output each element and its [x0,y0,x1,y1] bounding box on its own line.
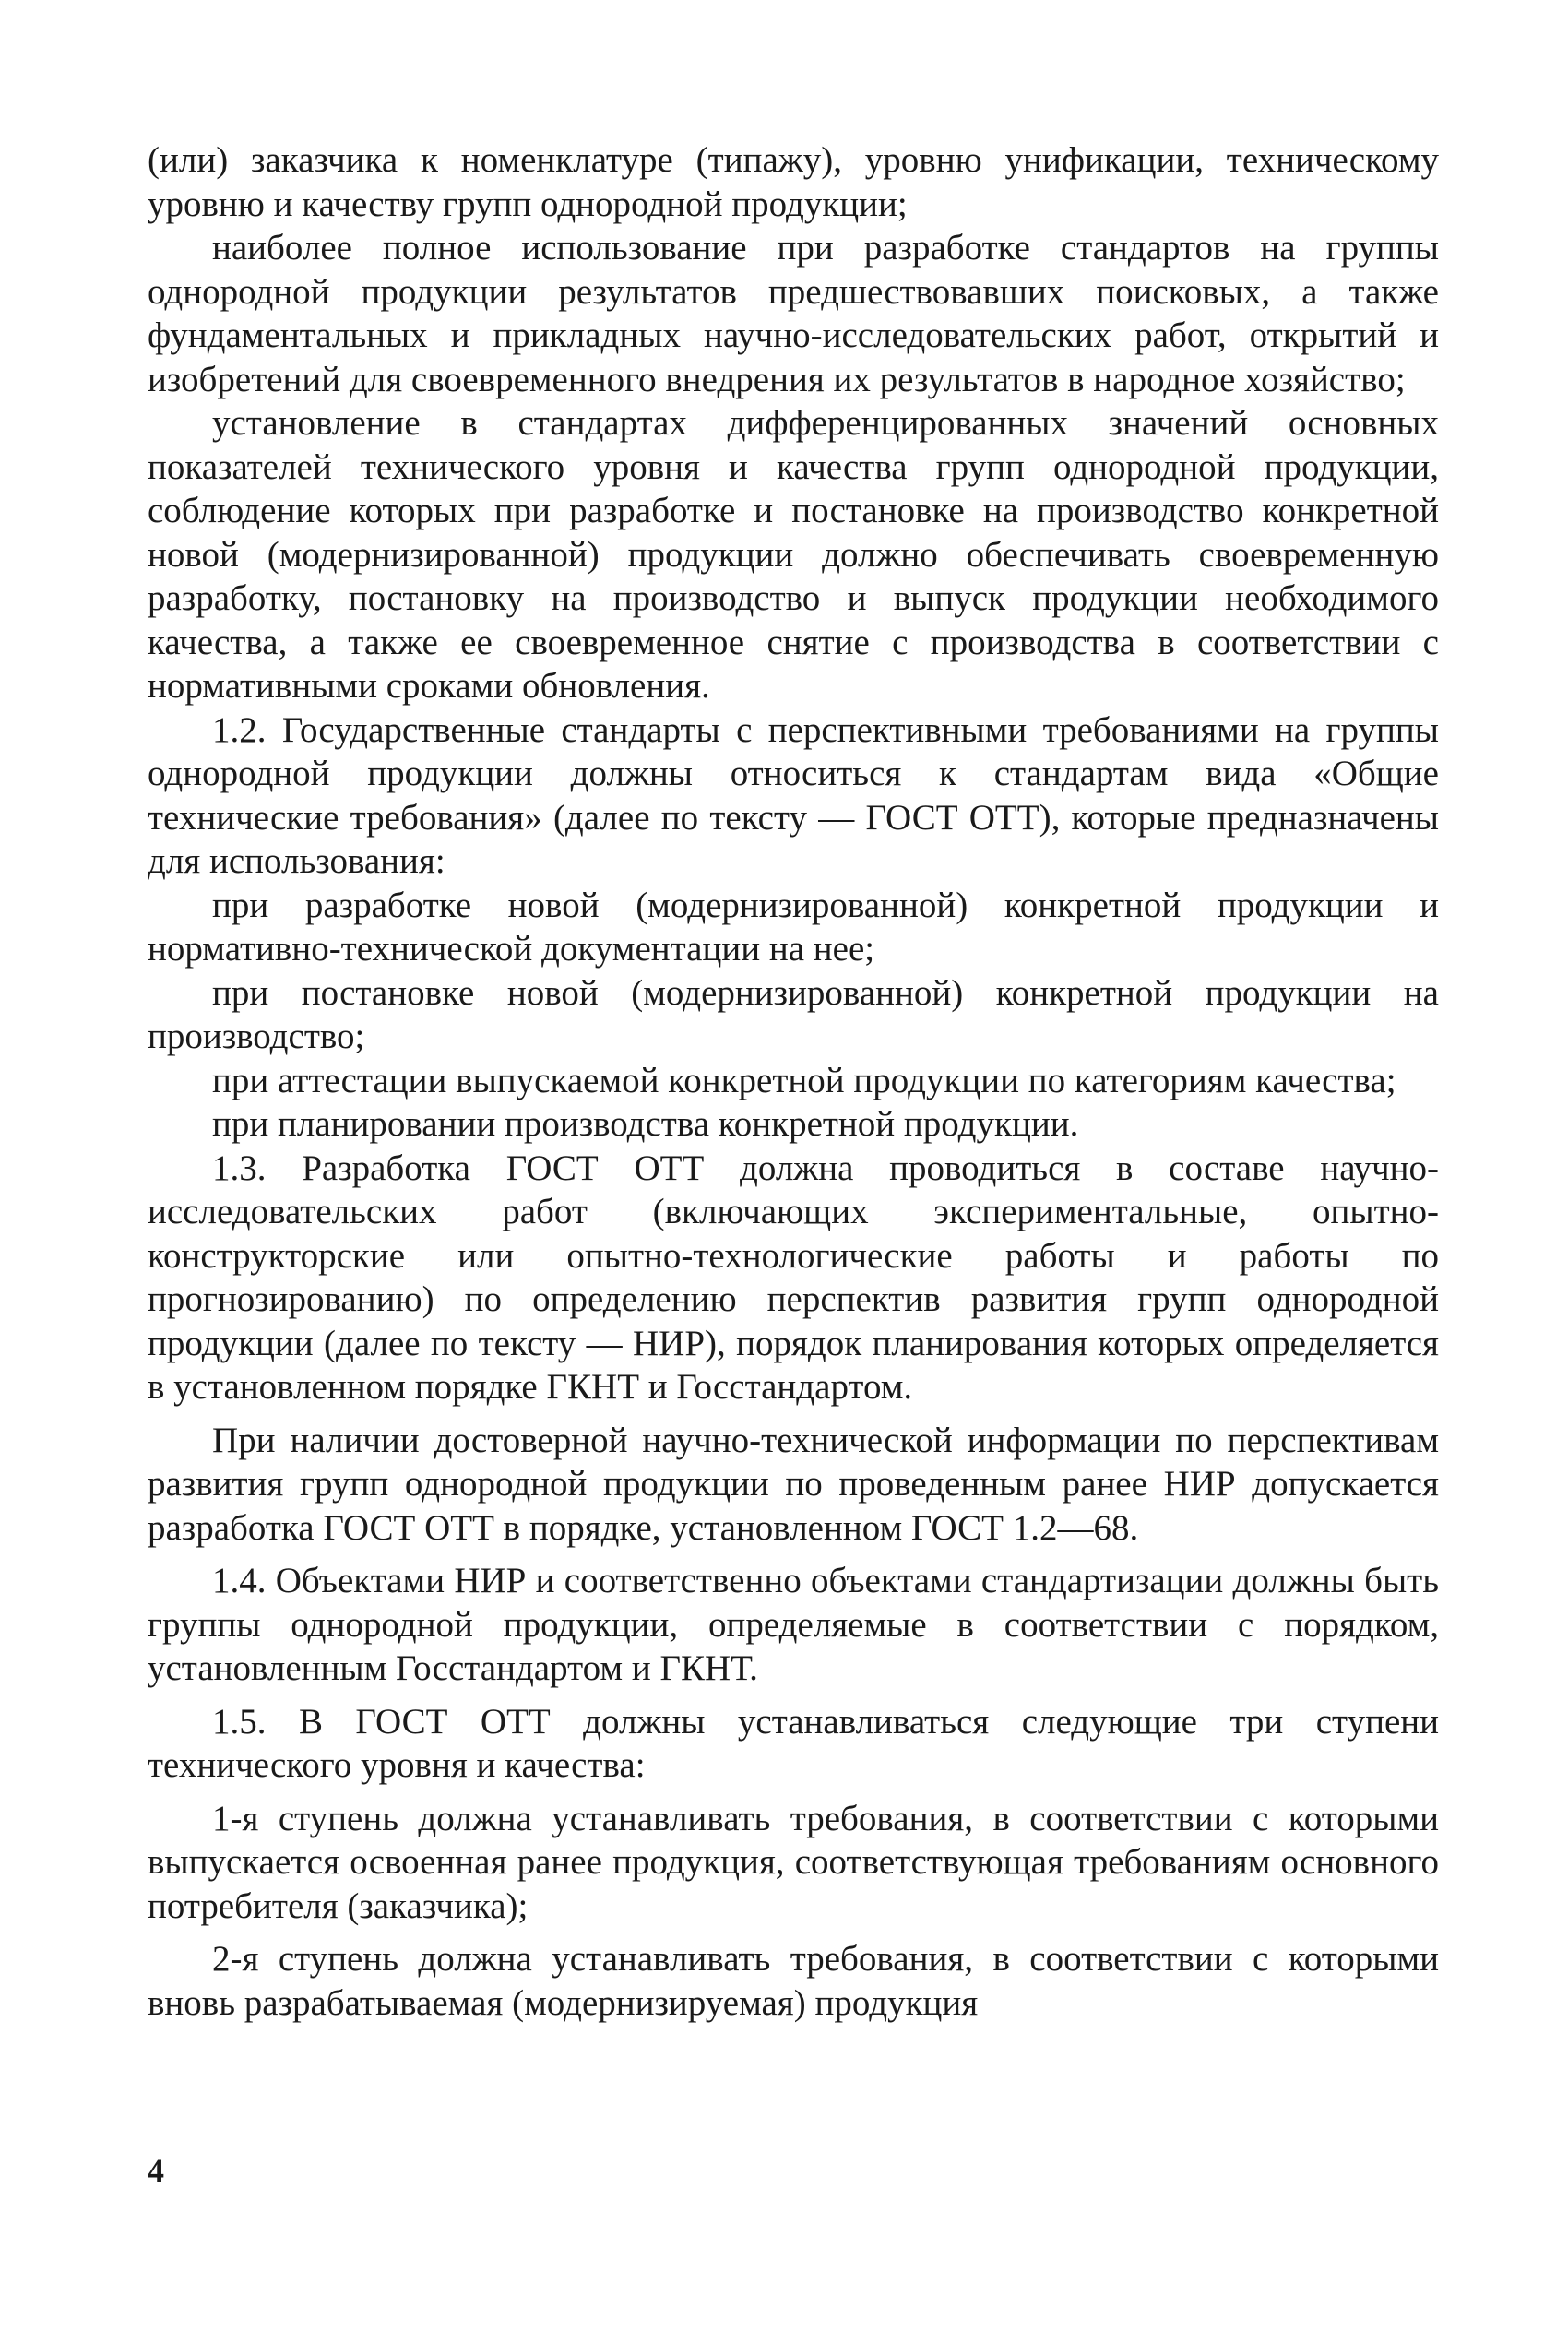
paragraph: установление в стандартах дифференцированных значений основных показателей технического уровня и качества групп однородной продукции, соблюдение которых при разработке и постановке на производство конкретной новой (модернизированной) продукции должно обеспечивать своевременную разработку, постановку на производство и выпуск продукции необходимого качества, а также ее своевременное снятие с производства в соответствии с нормативными сроками обновления. [148,403,1439,706]
paragraph: При наличии достоверной научно-технической информации по перспективам развития групп однородной продукции по проведенным ранее НИР допускается разработка ГОСТ ОТТ в порядке, установленном ГОСТ 1.2—68. [148,1420,1439,1548]
document-body [148,138,1439,2025]
paragraph-clause-1-2: 1.2. Государственные стандарты с перспективными требованиями на группы однородной продукции должны относиться к стандартам вида «Общие технические требования» (далее по тексту — ГОСТ ОТТ), которые предназначены для использования: [148,709,1439,881]
paragraph-clause-1-5: 1.5. В ГОСТ ОТТ должны устанавливаться следующие три ступени технического уровня и качества: [148,1701,1439,1785]
paragraph: при постановке новой (модернизированной) конкретной продукции на производство; [148,972,1439,1056]
paragraph-clause-1-4: 1.4. Объектами НИР и соответственно объектами стандартизации должны быть группы однородной продукции, определяемые в соответствии с порядком, установленным Госстандартом и ГКНТ. [148,1561,1439,1688]
paragraph: при аттестации выпускаемой конкретной продукции по категориям качества; [212,1060,1396,1100]
paragraph: наиболее полное использование при разработке стандартов на группы однородной продукции результатов предшествовавших поисковых, а также фундаментальных и прикладных научно-исследовательских работ, открытий и изобретений для своевременного внедрения их результатов в народное хозяйство; [148,228,1439,399]
paragraph: при планировании производства конкретной продукции. [212,1104,1079,1144]
paragraph-clause-1-3: 1.3. Разработка ГОСТ ОТТ должна проводиться в составе научно-исследовательских работ (включающих экспериментальные, опытно-конструкторские или опытно-технологические работы и работы по прогнозированию) по определению перспектив развития групп однородной продукции (далее по тексту — НИР), порядок планирования которых определяется в установленном порядке ГКНТ и Госстандартом. [148,1148,1439,1407]
paragraph: 2-я ступень должна устанавливать требования, в соответствии с которыми вновь разрабатываемая (модернизируемая) продукция [148,1939,1439,2023]
paragraph: 1-я ступень должна устанавливать требования, в соответствии с которыми выпускается освоенная ранее продукция, соответствующая требованиям основного потребителя (заказчика); [148,1798,1439,1926]
paragraph-continuation: (или) заказчика к номенклатуре (типажу), уровню унификации, техническому уровню и качеству групп однородной продукции; [148,140,1439,224]
paragraph: при разработке новой (модернизированной) конкретной продукции и нормативно-технической документации на нее; [148,885,1439,969]
page-number: 4 [148,2152,164,2189]
